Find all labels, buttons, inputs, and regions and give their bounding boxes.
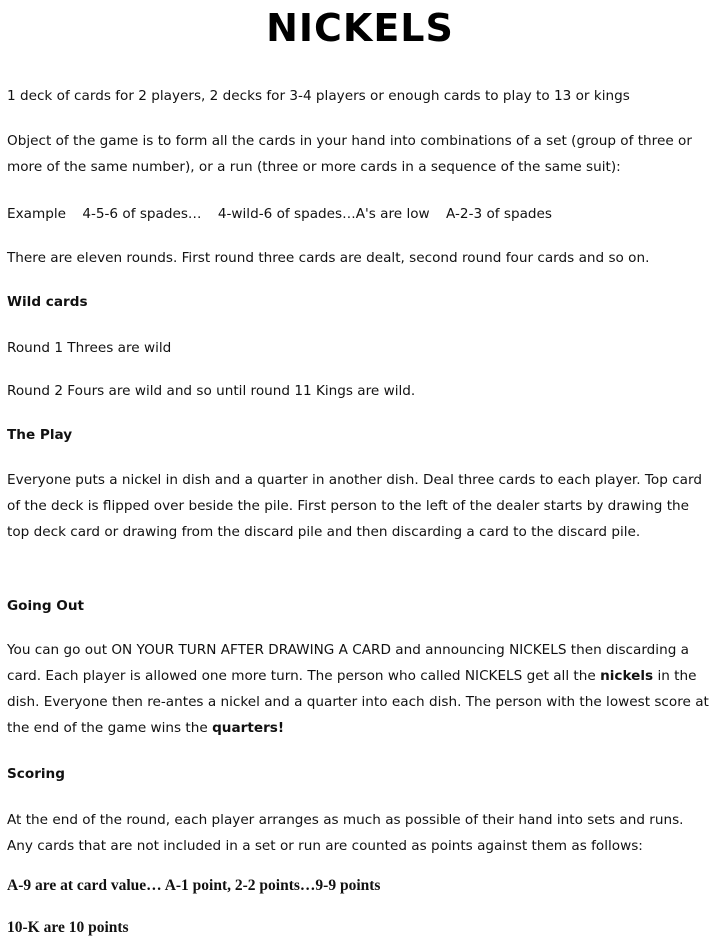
example-label: Example bbox=[7, 206, 66, 222]
play-paragraph: Everyone puts a nickel in dish and a quarter in another dish. Deal three cards to each player. Top card of the deck is flipped over beside the pile. First person to the left of the dealer starts by drawing the top deck card or drawing from the discard pile and then discarding a card to the discard pile. bbox=[7, 472, 702, 540]
wild-round-2: Round 2 Fours are wild and so until round 11 Kings are wild. bbox=[7, 383, 416, 399]
going-out-paragraph bbox=[7, 637, 713, 741]
example-run-2: 4-wild-6 of spades…A's are low bbox=[217, 206, 430, 222]
scoring-heading: Scoring bbox=[7, 766, 65, 782]
quarters-word: quarters! bbox=[212, 720, 285, 736]
going-out-heading: Going Out bbox=[7, 598, 85, 614]
scoring-paragraph: At the end of the round, each player arranges as much as possible of their hand into sets and runs. Any cards that are not included in a set or run are counted as points against them as follows: bbox=[7, 812, 684, 854]
rounds-line: There are eleven rounds. First round three cards are dealt, second round four cards and so on. bbox=[7, 250, 650, 266]
wild-cards-heading: Wild cards bbox=[7, 294, 88, 310]
scoring-rule-2: 10-K are 10 points bbox=[7, 919, 129, 936]
going-out-text-2: in the dish. Everyone then re-antes a nickel and a quarter into each dish. The person with the lowest score at the end of the game wins the bbox=[7, 668, 709, 736]
play-heading: The Play bbox=[7, 427, 73, 443]
example-run-3: A-2-3 of spades bbox=[446, 206, 552, 222]
decks-line: 1 deck of cards for 2 players, 2 decks for 3-4 players or enough cards to play to 13 or kings bbox=[7, 88, 630, 104]
object-paragraph: Object of the game is to form all the cards in your hand into combinations of a set (group of three or more of the same number), or a run (three or more cards in a sequence of the same suit): bbox=[7, 133, 692, 175]
nickels-word: nickels bbox=[600, 668, 654, 684]
scoring-rule-1: A-9 are at card value… A-1 point, 2-2 points…9-9 points bbox=[7, 877, 381, 894]
example-run-1: 4-5-6 of spades… bbox=[82, 206, 202, 222]
going-out-text-1: You can go out ON YOUR TURN AFTER DRAWING A CARD and announcing NICKELS then discarding a card. Each player is allowed one more turn. The person who called NICKELS get all the bbox=[7, 642, 689, 684]
document-title: NICKELS bbox=[266, 6, 454, 50]
wild-round-1: Round 1 Threes are wild bbox=[7, 340, 172, 356]
example-line bbox=[7, 206, 713, 222]
